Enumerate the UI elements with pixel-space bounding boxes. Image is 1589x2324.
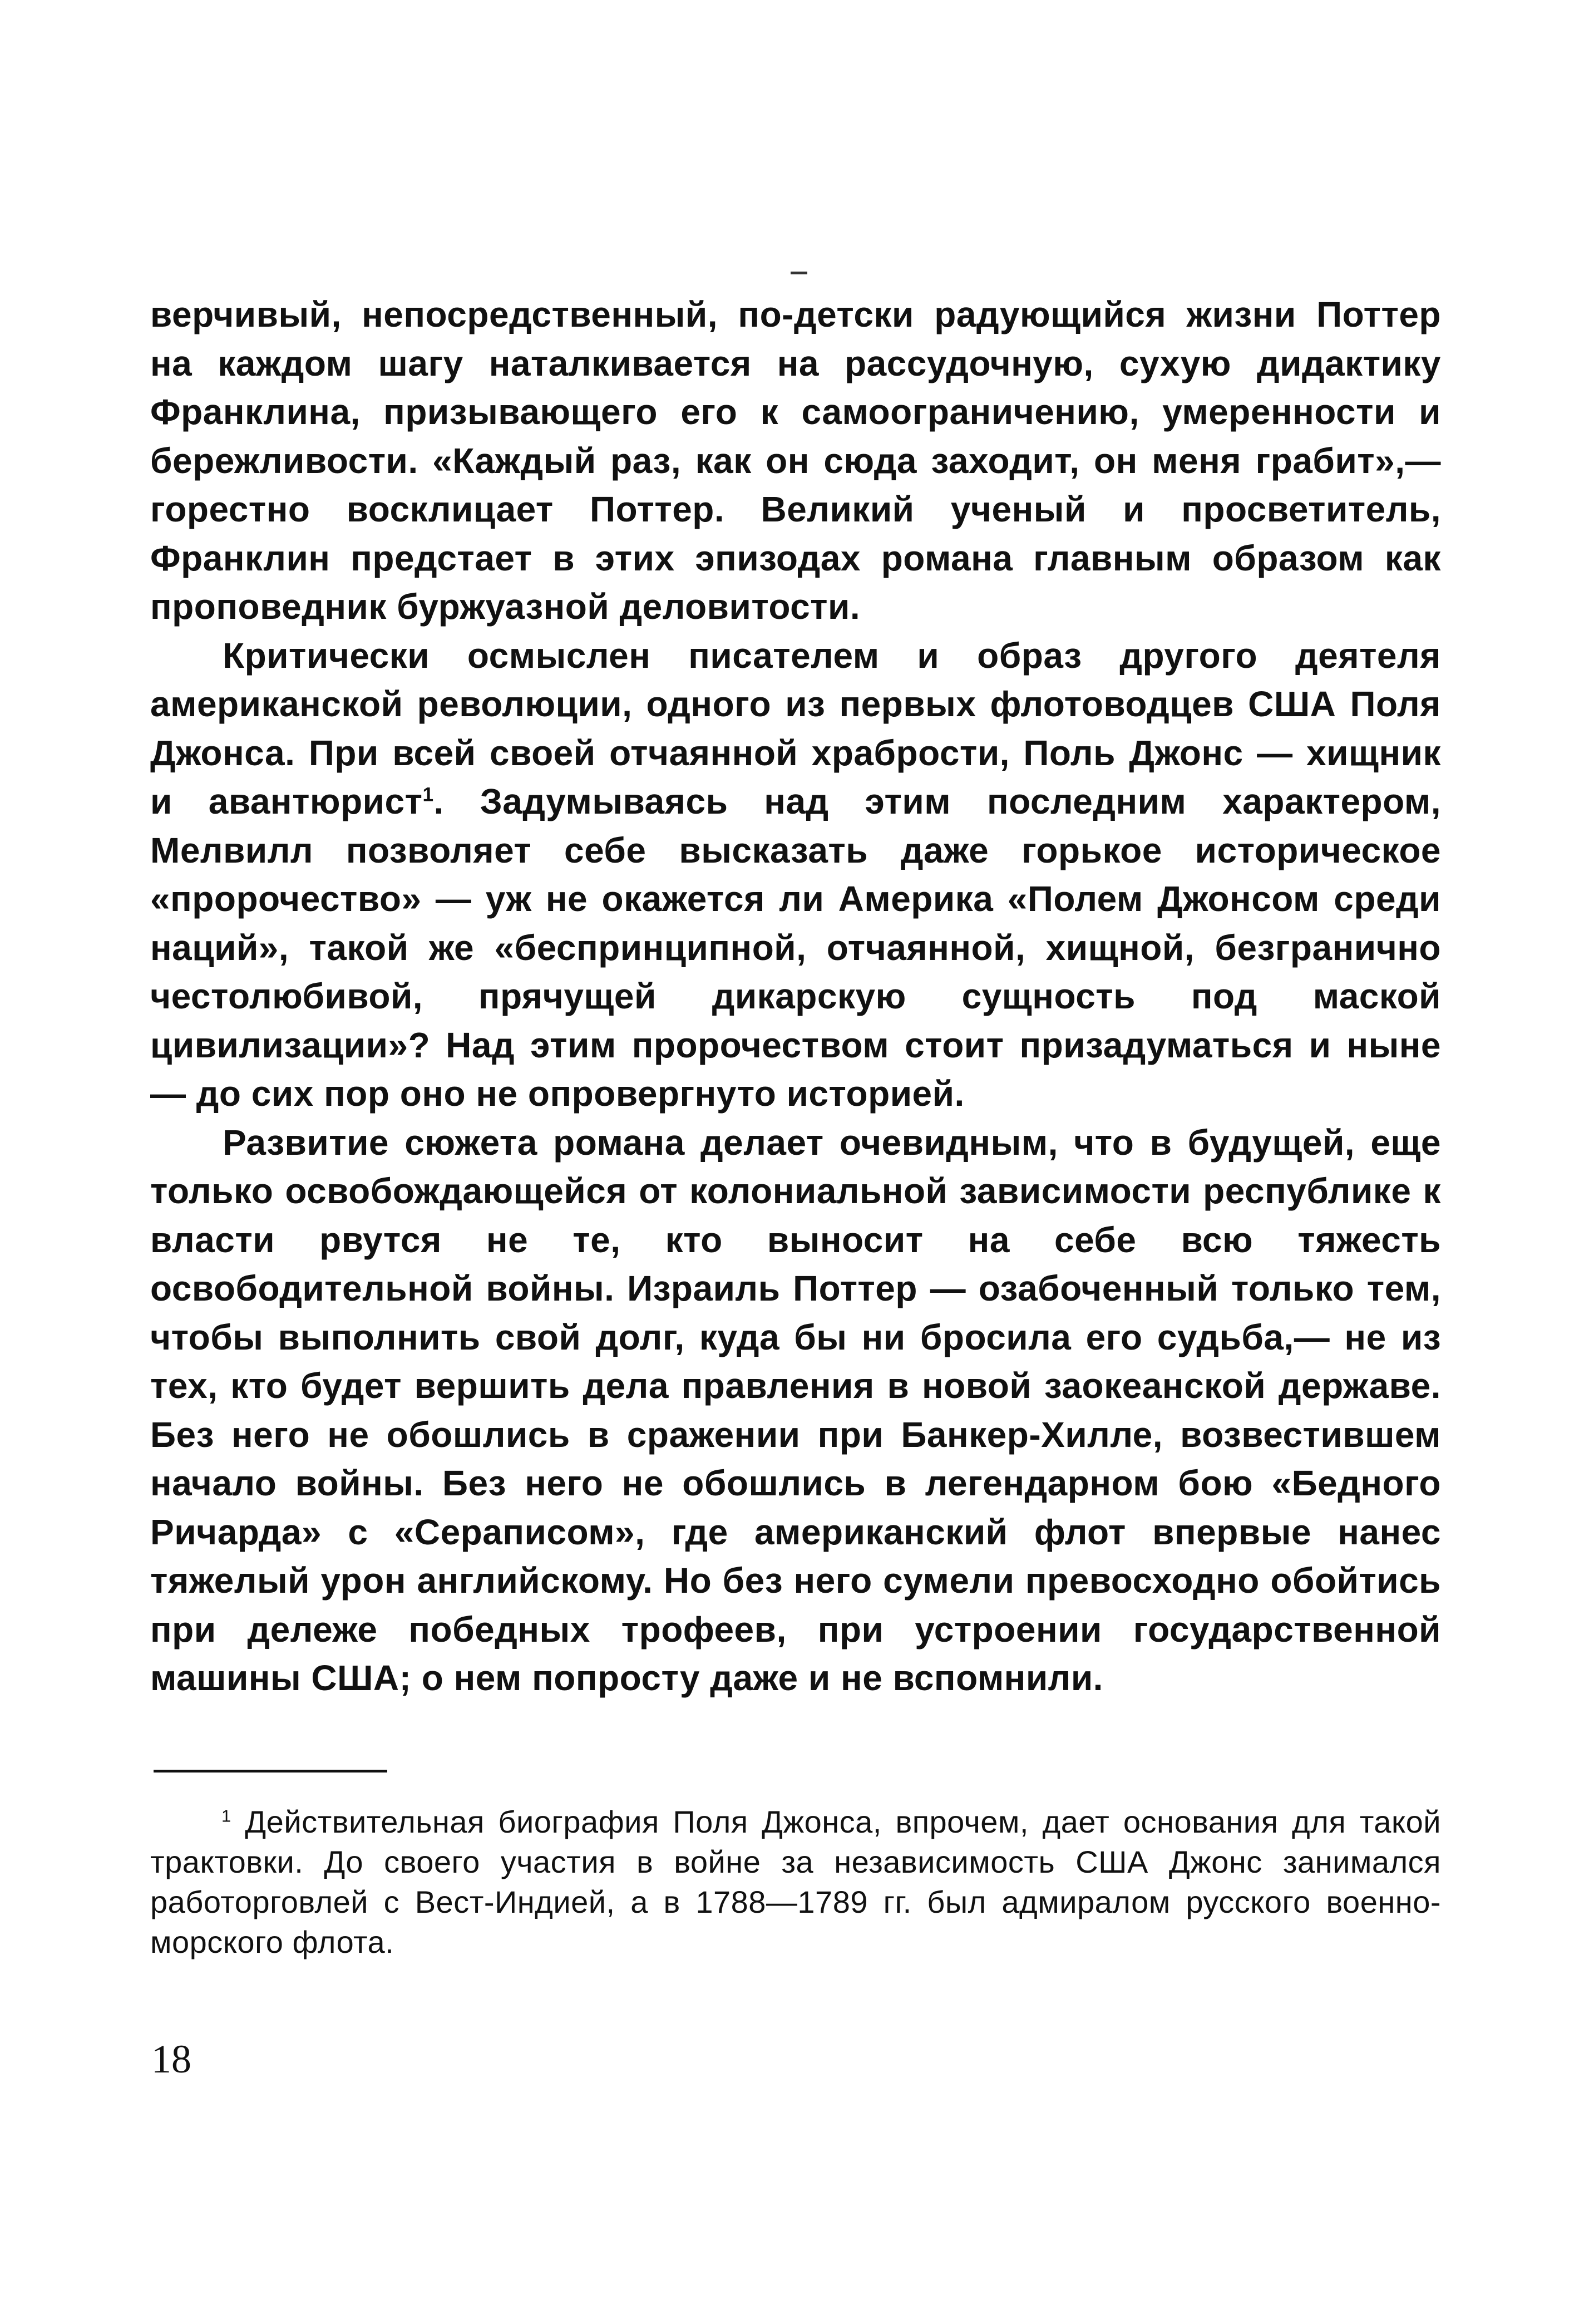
footnote-body [150,1802,1441,1962]
footnote-reference: 1 [422,784,434,806]
paragraph-1-text: верчивый, непосредственный, по-детски радующийся жизни Поттер на каждом шагу наталкивается на рассудочную, сухую дидактику Франклина, призывающего его к самоограничению, умеренности и бережливости. «Каждый раз, как он сюда заходит, он меня грабит»,— горестно восклицает Поттер. Великий ученый и просветитель, Франклин предстает в этих эпизодах романа главным образом как проповедник буржуазной деловитости. [150,294,1441,627]
header-dash [791,272,807,274]
footnote-marker: 1 [221,1806,231,1826]
paragraph-3 [150,1119,1441,1703]
paragraph-3-text: Развитие сюжета романа делает очевидным, что в будущей, еще только освобождающейся от колониальной зависимости республике к власти рвутся не те, кто выносит на себе всю тяжесть освободительной войны. Израиль Поттер — озабоченный только тем, чтобы выполнить свой долг, куда бы ни бросила его судьба,— не из тех, кто будет вершить дела правления в новой заокеанской державе. Без него не обошлись в сражении при Банкер-Хилле, возвестившем начало войны. Без него не обошлись в легендарном бою «Бедного Ричарда» с «Сераписом», где американский флот впервые нанес тяжелый урон английскому. Но без него сумели превосходно обойтись при дележе победных трофеев, при устроении государственной машины США; о нем попросту даже и не вспомнили. [150,1122,1441,1698]
footnote-separator [154,1770,387,1772]
footnote-text: Действительная биография Поля Джонса, впрочем, дает основания для такой трактовки. До своего участия в войне за независимость США Джонс занимался работорговлей с Вест-Индией, а в 1788—1789 гг. был адмиралом русского военно-морского флота. [150,1804,1441,1959]
paragraph-2-text-end: . Задумываясь над этим последним характером, Мелвилл позволяет себе высказать даже горькое историческое «пророчество» — уж не окажется ли Америка «Полем Джонсом среди наций», такой же «беспринципной, отчаянной, хищной, безгранично честолюбивой, прячущей дикарскую сущность под маской цивилизации»? Над этим пророчеством стоит призадуматься и ныне — до сих пор оно не опровергнуто историей. [150,781,1442,1114]
paragraph-2-text-start: Критически осмыслен писателем и образ другого деятеля американской революции, одного из первых флотоводцев США Поля Джонса. При всей своей отчаянной храбрости, Поль Джонс — хищник и авантюрист [150,635,1441,821]
footnote [150,1802,1441,1962]
paragraph-1 [150,290,1441,632]
main-text [150,290,1441,1703]
page-number: 18 [151,2037,191,2081]
paragraph-2 [150,632,1441,1119]
